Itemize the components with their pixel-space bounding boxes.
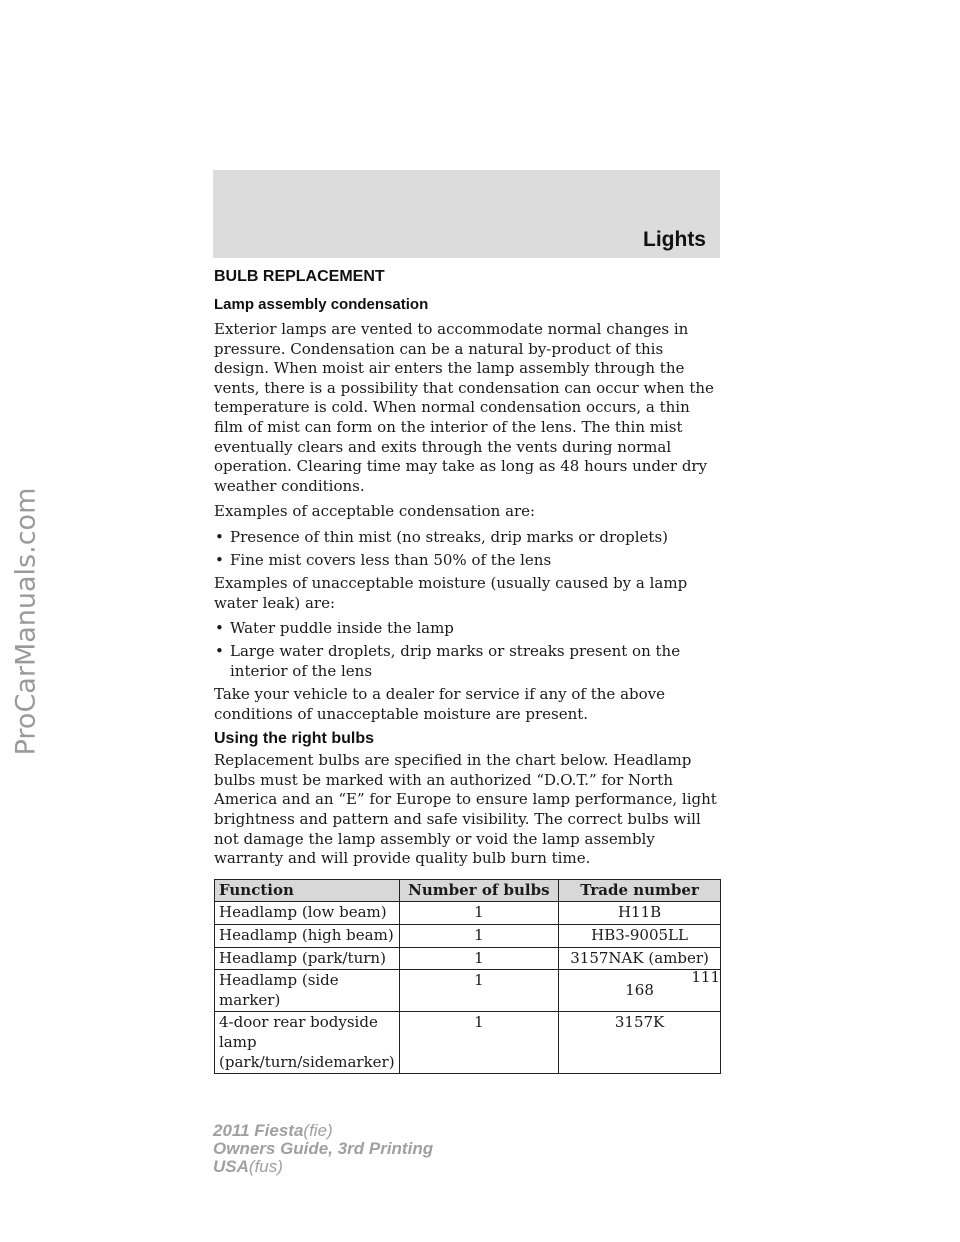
table-header-row [215,879,721,902]
cell-trade: 168 [559,970,721,1012]
condensation-subheading: Lamp assembly condensation [214,296,429,313]
table-row [215,902,721,925]
footer-model-code: (fie) [303,1121,333,1140]
page-content [214,268,722,1074]
section-header [213,170,720,258]
watermark [6,0,46,1242]
cell-trade: H11B [559,902,721,925]
footer-line-2: Owners Guide, 3rd Printing [213,1139,434,1158]
footer-model: 2011 Fiesta [213,1121,304,1140]
unacceptable-list [214,619,722,681]
table-row [215,947,721,970]
cell-function: Headlamp (high beam) [215,925,400,948]
bulb-table [214,879,721,1074]
footer-line-1 [213,1122,433,1140]
unacceptable-intro: Examples of unacceptable moisture (usually caused by a lamp water leak) are: [214,574,688,612]
acceptable-intro: Examples of acceptable condensation are: [214,502,536,521]
table-row [215,1012,721,1074]
column-header-number: Number of bulbs [399,879,559,902]
section-title: Lights [643,228,706,251]
condensation-paragraph: Exterior lamps are vented to accommodate normal changes in pressure. Condensation can be a natural by-product of this design. When moist air enters the lamp assembly through the vents, there is a possibility that condensation can occur when the temperature is cold. When normal condensation occurs, a thin film of mist can form on the interior of the lens. The thin mist eventually clears and exits through the vents during normal operation. Clearing time may take as long as 48 hours under dry weather conditions. [214,320,714,495]
cell-function: 4-door rear bodyside lamp (park/turn/sidemarker) [215,1012,400,1074]
acceptable-list [214,528,722,570]
page-number: 111 [691,968,720,986]
bulbs-paragraph: Replacement bulbs are specified in the chart below. Headlamp bulbs must be marked with an authorized “D.O.T.” for North America and an “E” for Europe to ensure lamp performance, light brightness and pattern and safe visibility. The correct bulbs will not damage the lamp assembly or void the lamp assembly warranty and will provide quality bulb burn time. [214,751,717,868]
column-header-function: Function [215,879,400,902]
cell-trade: HB3-9005LL [559,925,721,948]
cell-count: 1 [399,902,559,925]
cell-trade: 3157NAK (amber) [559,947,721,970]
column-header-trade: Trade number [559,879,721,902]
footer [213,1122,433,1176]
cell-count: 1 [399,970,559,1012]
table-row [215,970,721,1012]
list-item: • Water puddle inside the lamp [214,619,722,639]
cell-function: Headlamp (park/turn) [215,947,400,970]
list-item: • Fine mist covers less than 50% of the lens [214,551,722,571]
page-heading: BULB REPLACEMENT [214,268,385,285]
list-item: • Large water droplets, drip marks or streaks present on the interior of the lens [214,642,722,681]
cell-function: Headlamp (low beam) [215,902,400,925]
cell-count: 1 [399,925,559,948]
cell-function: Headlamp (side marker) [215,970,400,1012]
cell-count: 1 [399,947,559,970]
cell-trade: 3157K [559,1012,721,1074]
footer-market: USA [213,1157,249,1176]
bulbs-subheading: Using the right bulbs [214,730,374,748]
cell-count: 1 [399,1012,559,1074]
dealer-note: Take your vehicle to a dealer for service if any of the above conditions of unacceptable moisture are present. [214,685,666,723]
list-item: • Presence of thin mist (no streaks, drip marks or droplets) [214,528,722,548]
table-row [215,925,721,948]
watermark-text: ProCarManuals.com [10,487,42,755]
footer-line-3 [213,1158,433,1176]
footer-market-code: (fus) [248,1157,283,1176]
